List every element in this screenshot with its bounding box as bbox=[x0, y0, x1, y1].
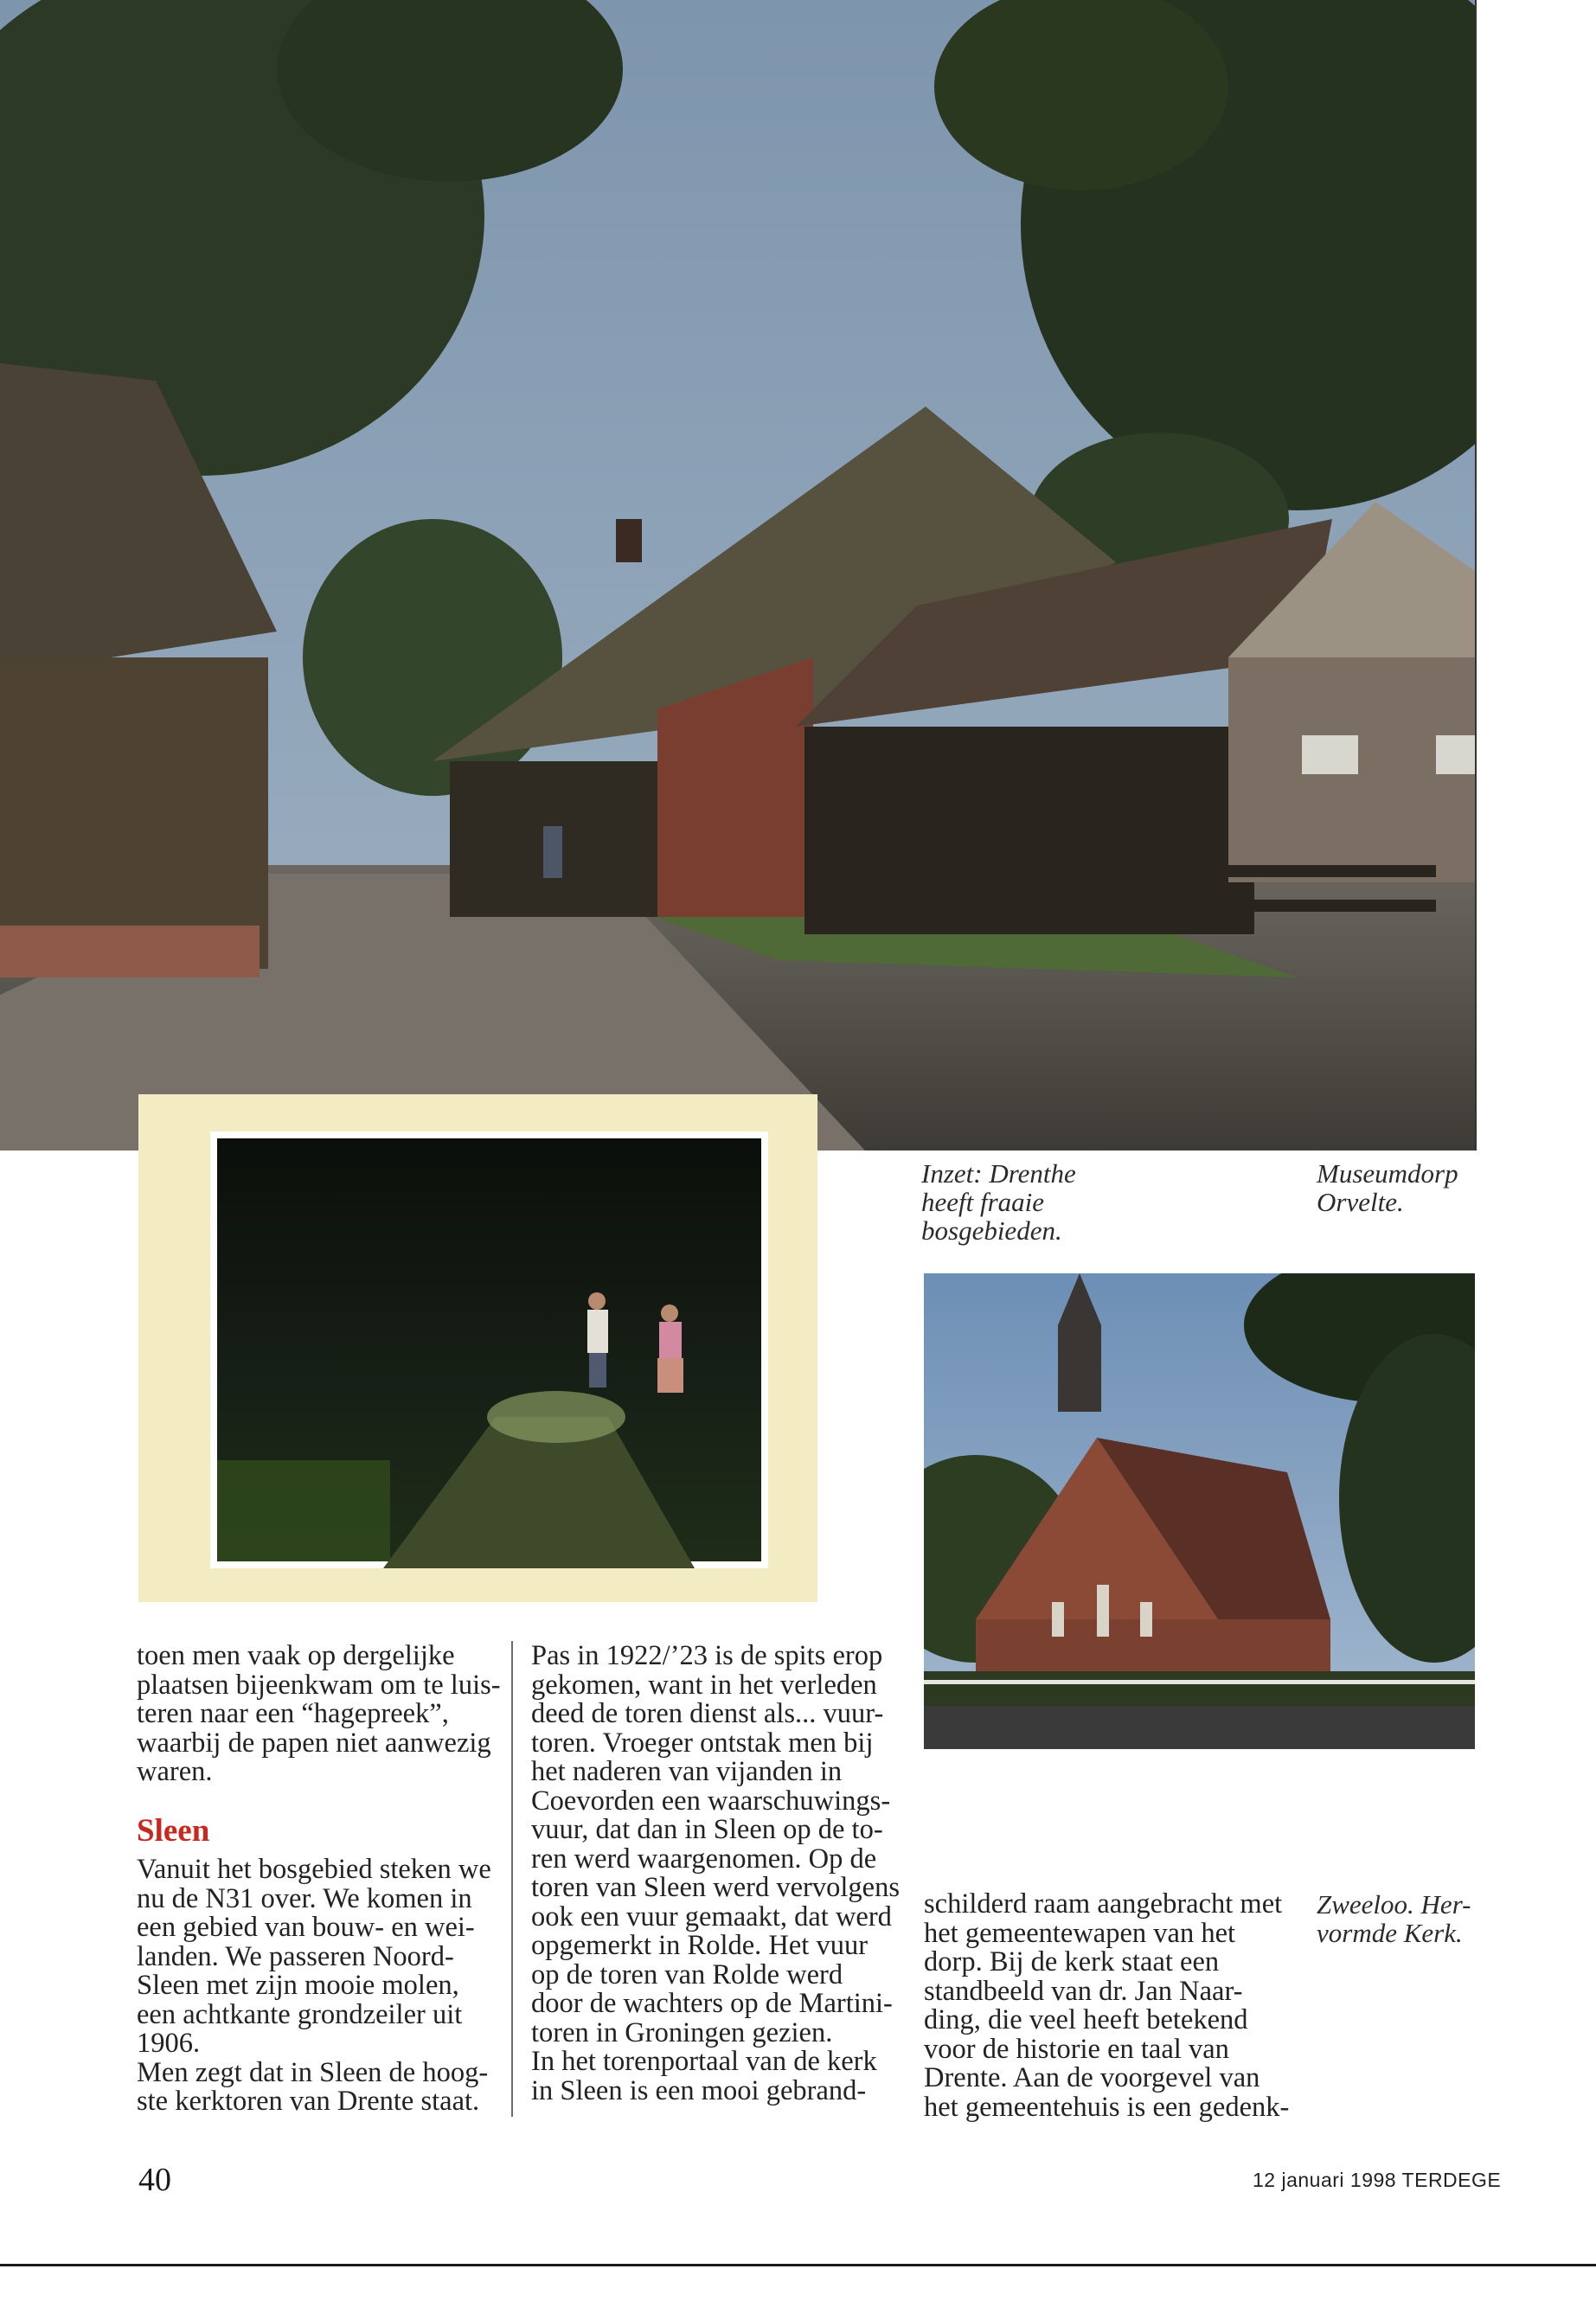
section-heading-sleen: Sleen bbox=[137, 1813, 210, 1849]
issue-footer: 12 januari 1998 TERDEGE bbox=[1253, 2169, 1502, 2191]
church-photo bbox=[924, 1273, 1475, 1749]
column-1-paragraph-1: toen men vaak op dergelijke plaatsen bijeenkwam om te luis- teren naar een “hagepreek”, waarbij de papen niet aanwezig waren. bbox=[137, 1640, 501, 1787]
inset-caption: Inzet: Drenthe heeft fraaie bosgebieden. bbox=[921, 1158, 1076, 1246]
column-2-paragraph: Pas in 1922/’23 is de spits erop gekomen, want in het verleden deed de toren dienst als... vuur- toren. Vroeger ontstak men bij het naderen van vijanden in Coevorden een waarschuwings- vuur, dat dan in Sleen op de to- ren werd waargenomen. Op de toren van Sleen werd vervolgens ook een vuur gemaakt, dat werd opgemerkt in Rolde. Het vuur op de toren van Rolde werd door de wachters op de Martini- toren in Groningen gezien. In het torenportaal van de kerk in Sleen is een mooi gebrand- bbox=[531, 1640, 900, 2106]
farm-photo bbox=[0, 0, 1475, 1150]
photo-edge-line bbox=[1475, 0, 1477, 1150]
farm-caption: Museumdorp Orvelte. bbox=[1317, 1158, 1458, 1217]
column-1-paragraph-2: Vanuit het bosgebied steken we nu de N31 over. We komen in een gebied van bouw- en wei- landen. We passeren Noord- Sleen met zijn mooie molen, een achtkante grondzeiler uit 1906. Men zegt dat in Sleen de hoog- ste kerktoren van Drente staat. bbox=[137, 1854, 491, 2117]
column-divider bbox=[511, 1641, 513, 2117]
inset-forest-photo bbox=[210, 1131, 768, 1568]
column-3-paragraph: schilderd raam aangebracht met het gemeentewapen van het dorp. Bij de kerk staat een standbeeld van dr. Jan Naar- ding, die veel heeft betekend voor de historie en taal van Drente. Aan de voorgevel van het gemeentehuis is een gedenk- bbox=[924, 1888, 1290, 2123]
page-number: 40 bbox=[138, 2162, 171, 2198]
church-caption: Zweeloo. Her- vormde Kerk. bbox=[1317, 1889, 1471, 1948]
page-bottom-rule bbox=[0, 2264, 1596, 2266]
